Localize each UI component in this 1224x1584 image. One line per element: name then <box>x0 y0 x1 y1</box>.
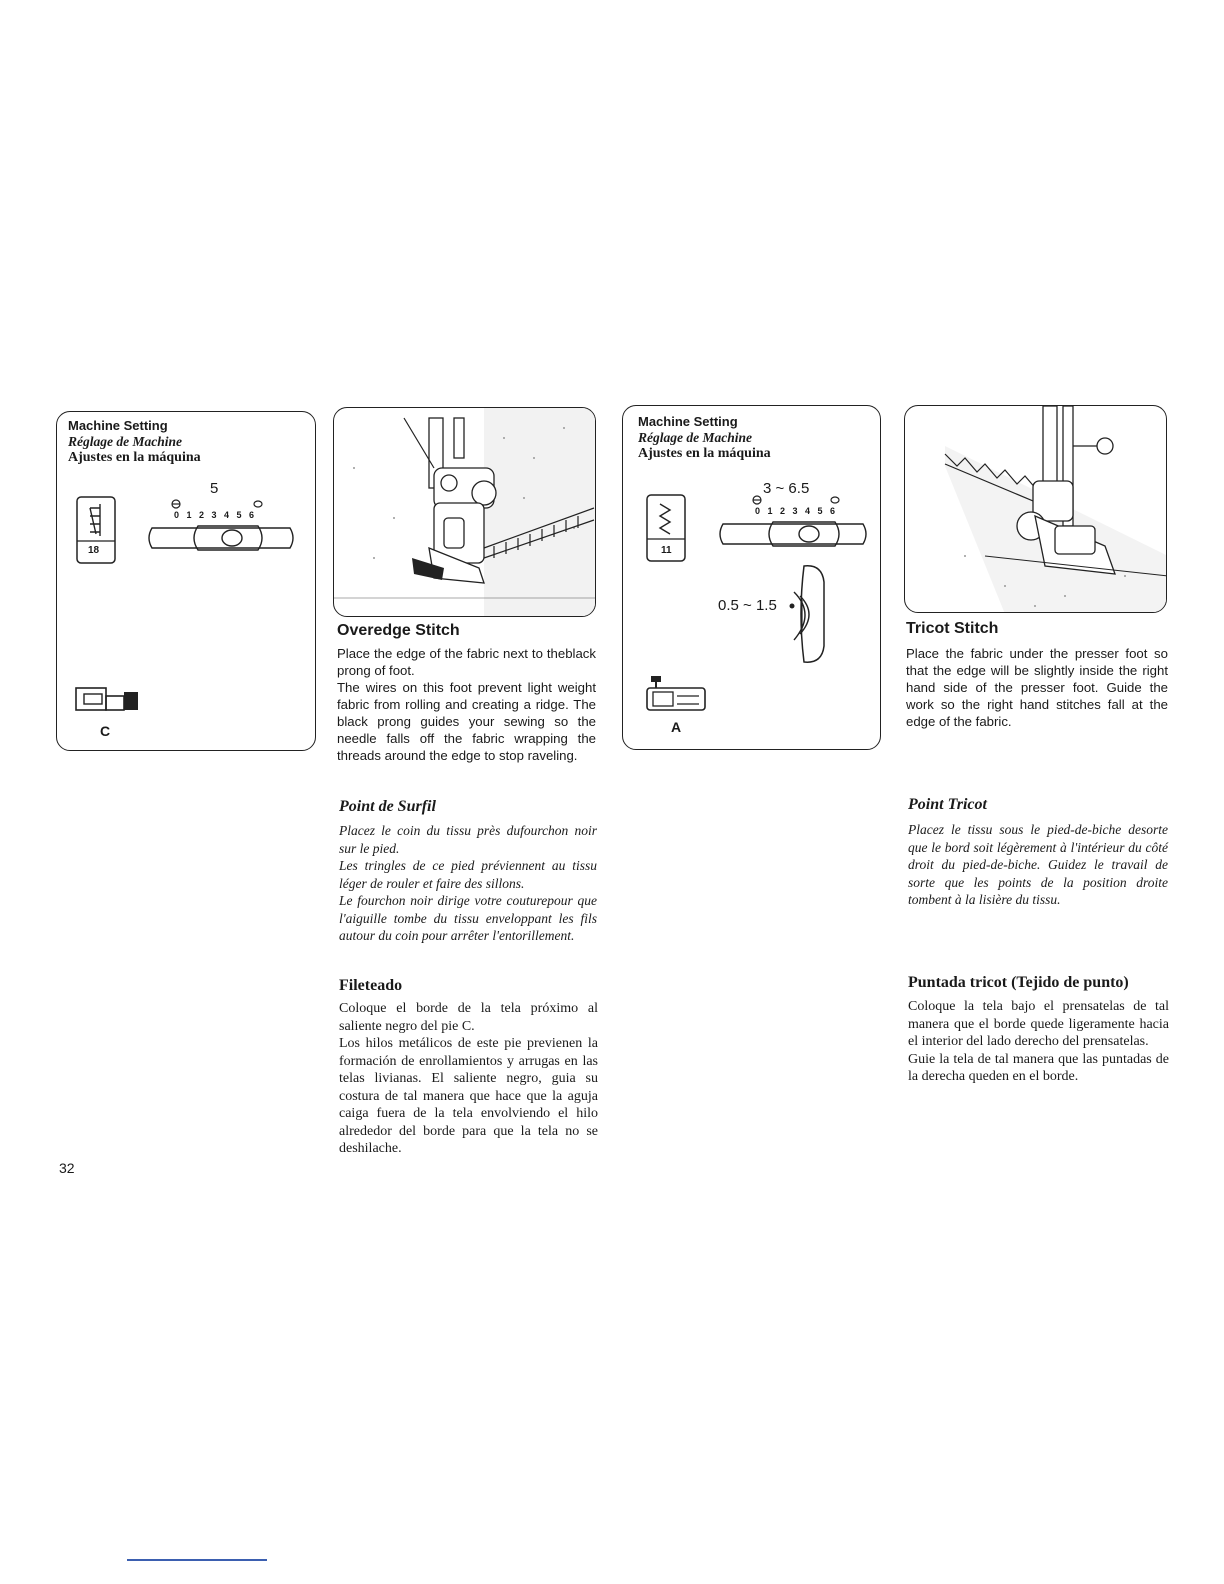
paragraph: Les tringles de ce pied préviennent au tissu léger de rouler et faire des sillons. <box>339 858 597 891</box>
setting-title-fr: Réglage de Machine <box>68 434 182 449</box>
tricot-heading-en: Tricot Stitch <box>906 620 999 637</box>
overedge-text-es <box>339 1000 598 1158</box>
setting-title-fr: Réglage de Machine <box>638 430 752 445</box>
foot-letter: A <box>671 719 682 735</box>
stitch-length-value: 5 <box>210 480 219 497</box>
paragraph: Los hilos metálicos de este pie previenen la formación de enrollamientos y arrugas en las telas livianas. El saliente negro, guia su costura de tal manera que hace que la aguja caiga fuera de la tela envolviendo el hilo alrededor del borde para que la tela no se deshilache. <box>339 1036 598 1156</box>
tricot-heading-fr: Point Tricot <box>908 796 987 813</box>
tricot-foot-illustration <box>905 406 1167 613</box>
tricot-foot-photo-frame <box>904 405 1167 613</box>
footer-rule <box>127 1559 267 1561</box>
paragraph: The wires on this foot prevent light weight fabric from rolling and creating a ridge. The black prong guides your sewing so the needle falls off the fabric wrapping the threads around the edge to stop raveling. <box>337 680 596 763</box>
page-number: 32 <box>59 1160 75 1176</box>
overedge-heading-es: Fileteado <box>339 977 403 994</box>
length-dial-ticks: 0 1 2 3 4 5 6 <box>755 506 838 516</box>
presser-foot-c-icon <box>74 686 144 714</box>
tricot-heading-es: Puntada tricot (Tejido de punto) <box>908 974 1129 991</box>
overedge-heading-fr: Point de Surfil <box>339 798 436 815</box>
stitch-length-value: 3 ~ 6.5 <box>763 480 810 497</box>
presser-foot-a-icon <box>645 674 715 714</box>
setting-title-es: Ajustes en la máquina <box>68 450 201 465</box>
pattern-number: 18 <box>88 545 100 556</box>
length-dial-ticks: 0 1 2 3 4 5 6 <box>174 510 257 520</box>
paragraph: Le fourchon noir dirige votre couturepour que l'aiguille tombe du tissu enveloppant les fils autour du coin pour arrêter l'entorillement. <box>339 893 597 943</box>
tricot-text-fr <box>908 821 1168 909</box>
tricot-text-en <box>906 645 1168 730</box>
pattern-number: 11 <box>661 545 672 556</box>
setting-title-es: Ajustes en la máquina <box>638 446 771 461</box>
overedge-text-fr <box>339 822 597 945</box>
paragraph: Placez le tissu sous le pied-de-biche desorte que le bord soit légèrement à l'intérieur du côté droit du pied-de-biche. Guidez le travail de sorte que les points de la position droite tombent à la lisière du tissu. <box>908 822 1168 907</box>
overedge-heading-en: Overedge Stitch <box>337 622 460 639</box>
overedge-foot-illustration <box>334 408 596 617</box>
overedge-foot-photo-frame <box>333 407 596 617</box>
length-dial <box>140 498 300 552</box>
stitch-width-value: 0.5 ~ 1.5 <box>718 597 777 614</box>
foot-letter: C <box>100 723 111 739</box>
paragraph: Coloque la tela bajo el prensatelas de tal manera que el borde quede ligeramente hacia el interior del lado derecho del prensatelas. <box>908 999 1169 1049</box>
width-dial <box>786 562 830 666</box>
paragraph: Coloque el borde de la tela próximo al saliente negro del pie C. <box>339 1001 598 1034</box>
paragraph: Place the edge of the fabric next to theblack prong of foot. <box>337 646 596 678</box>
paragraph: Placez le coin du tissu près dufourchon noir sur le pied. <box>339 823 597 856</box>
paragraph: Place the fabric under the presser foot so that the edge will be slightly inside the right hand side of the presser foot. Guide the work so the right hand stitches fall at the edge of the fabric. <box>906 646 1168 729</box>
setting-title-en: Machine Setting <box>638 414 738 429</box>
tricot-text-es <box>908 998 1169 1086</box>
overedge-text-en <box>337 645 596 764</box>
paragraph: Guie la tela de tal manera que las puntadas de la derecha queden en el borde. <box>908 1051 1169 1084</box>
setting-title-en: Machine Setting <box>68 418 168 433</box>
length-dial <box>713 494 873 548</box>
